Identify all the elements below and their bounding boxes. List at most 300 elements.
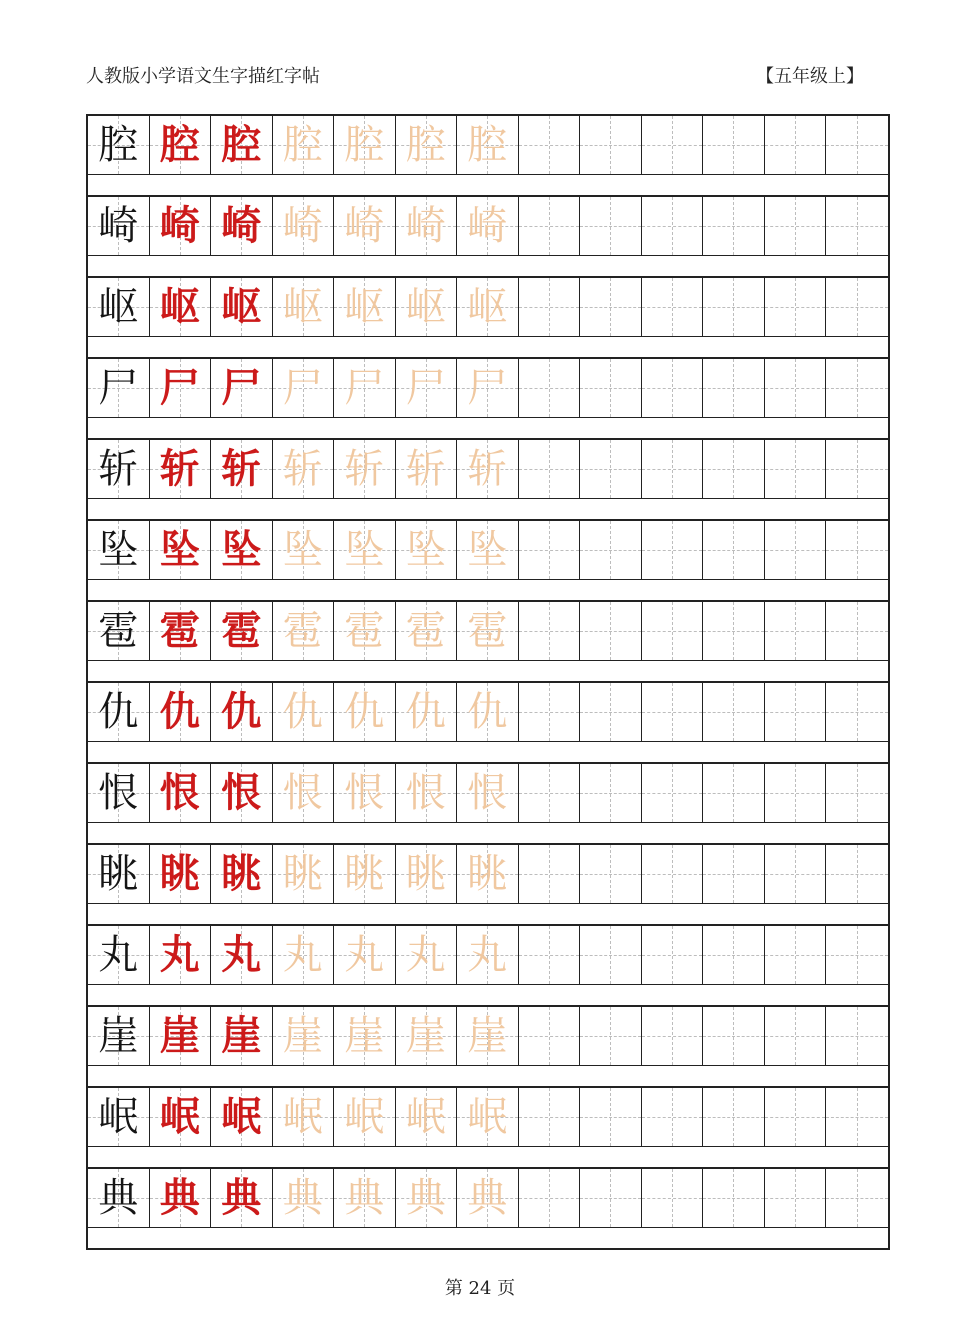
trace-character: 眺 <box>467 851 508 897</box>
writing-cell[interactable] <box>580 602 642 660</box>
writing-cell[interactable] <box>765 197 827 255</box>
trace-character: 崖 <box>282 1013 323 1059</box>
red-character: 尸 <box>221 364 262 411</box>
row-spacer <box>88 742 888 762</box>
red-character-cell <box>150 116 212 174</box>
red-character-cell <box>211 602 273 660</box>
trace-character-cell <box>334 1007 396 1065</box>
trace-character-cell <box>396 440 458 498</box>
red-character-cell <box>211 845 273 903</box>
writing-cell[interactable] <box>703 1007 765 1065</box>
writing-cell[interactable] <box>826 1007 888 1065</box>
trace-character-cell <box>396 1088 458 1146</box>
writing-cell[interactable] <box>580 845 642 903</box>
trace-character: 崎 <box>344 203 385 249</box>
model-character-cell <box>88 359 150 417</box>
red-character-cell <box>211 197 273 255</box>
trace-character-cell <box>334 278 396 336</box>
red-character: 坠 <box>221 526 262 573</box>
model-character-cell <box>88 845 150 903</box>
model-character: 崎 <box>98 203 139 249</box>
trace-character-cell <box>334 1169 396 1227</box>
red-character-cell <box>211 1007 273 1065</box>
trace-character-cell <box>273 845 335 903</box>
red-character: 眺 <box>221 850 262 897</box>
model-character-cell <box>88 926 150 984</box>
writing-cell[interactable] <box>519 116 581 174</box>
model-character-cell <box>88 1169 150 1227</box>
writing-cell[interactable] <box>703 359 765 417</box>
trace-character: 崖 <box>467 1013 508 1059</box>
trace-character-cell <box>273 683 335 741</box>
trace-character: 仇 <box>405 689 446 735</box>
row-spacer <box>88 661 888 681</box>
trace-character-cell <box>273 1169 335 1227</box>
model-character-cell <box>88 1007 150 1065</box>
trace-character-cell <box>457 359 519 417</box>
trace-character-cell <box>334 1088 396 1146</box>
trace-character-cell <box>457 116 519 174</box>
writing-cell[interactable] <box>642 521 704 579</box>
writing-cell[interactable] <box>580 521 642 579</box>
trace-character-cell <box>273 521 335 579</box>
trace-character-cell <box>273 278 335 336</box>
writing-cell[interactable] <box>580 440 642 498</box>
model-character-cell <box>88 764 150 822</box>
writing-cell[interactable] <box>826 197 888 255</box>
row-spacer <box>88 1228 888 1248</box>
trace-character-cell <box>334 521 396 579</box>
red-character-cell <box>150 1169 212 1227</box>
trace-character-cell <box>334 926 396 984</box>
red-character: 丸 <box>221 931 262 978</box>
red-character-cell <box>150 926 212 984</box>
red-character: 岖 <box>159 283 200 330</box>
red-character: 坠 <box>159 526 200 573</box>
trace-character-cell <box>273 359 335 417</box>
trace-character: 典 <box>282 1175 323 1221</box>
red-character-cell <box>211 278 273 336</box>
trace-character: 典 <box>405 1175 446 1221</box>
trace-character: 眺 <box>405 851 446 897</box>
writing-cell[interactable] <box>580 683 642 741</box>
trace-character: 岖 <box>344 284 385 330</box>
grade-label: 【五年级上】 <box>756 66 864 87</box>
writing-cell[interactable] <box>642 1169 704 1227</box>
trace-character-cell <box>273 926 335 984</box>
row-spacer <box>88 175 888 195</box>
red-character: 仇 <box>221 688 262 735</box>
writing-cell[interactable] <box>703 764 765 822</box>
trace-character: 斩 <box>344 446 385 492</box>
practice-grid <box>86 114 890 1250</box>
writing-cell[interactable] <box>826 845 888 903</box>
trace-character: 恨 <box>405 770 446 816</box>
writing-cell[interactable] <box>765 278 827 336</box>
writing-cell[interactable] <box>765 602 827 660</box>
writing-cell[interactable] <box>642 1007 704 1065</box>
practice-row <box>88 681 888 742</box>
trace-character: 丸 <box>467 932 508 978</box>
trace-character: 恨 <box>344 770 385 816</box>
writing-cell[interactable] <box>642 764 704 822</box>
row-spacer <box>88 337 888 357</box>
writing-cell[interactable] <box>765 521 827 579</box>
trace-character-cell <box>457 278 519 336</box>
red-character: 典 <box>159 1174 200 1221</box>
trace-character: 丸 <box>405 932 446 978</box>
writing-cell[interactable] <box>642 359 704 417</box>
red-character: 崖 <box>159 1012 200 1059</box>
trace-character-cell <box>396 1169 458 1227</box>
red-character-cell <box>150 440 212 498</box>
trace-character: 坠 <box>282 527 323 573</box>
writing-cell[interactable] <box>580 359 642 417</box>
row-spacer <box>88 985 888 1005</box>
red-character: 崎 <box>159 202 200 249</box>
writing-cell[interactable] <box>703 1088 765 1146</box>
writing-cell[interactable] <box>642 602 704 660</box>
red-character: 仇 <box>159 688 200 735</box>
red-character: 雹 <box>159 607 200 654</box>
trace-character: 典 <box>344 1175 385 1221</box>
trace-character: 雹 <box>344 608 385 654</box>
model-character: 腔 <box>98 122 139 168</box>
red-character: 岖 <box>221 283 262 330</box>
red-character: 斩 <box>159 445 200 492</box>
trace-character-cell <box>273 1088 335 1146</box>
practice-row <box>88 762 888 823</box>
writing-cell[interactable] <box>519 359 581 417</box>
trace-character-cell <box>396 278 458 336</box>
trace-character-cell <box>457 1169 519 1227</box>
trace-character-cell <box>396 359 458 417</box>
writing-cell[interactable] <box>703 845 765 903</box>
red-character-cell <box>150 683 212 741</box>
trace-character: 腔 <box>405 122 446 168</box>
row-spacer <box>88 418 888 438</box>
red-character: 崎 <box>221 202 262 249</box>
red-character-cell <box>150 1007 212 1065</box>
red-character-cell <box>150 764 212 822</box>
writing-cell[interactable] <box>519 197 581 255</box>
trace-character: 丸 <box>344 932 385 978</box>
practice-row <box>88 924 888 985</box>
model-character: 丸 <box>98 932 139 978</box>
model-character: 斩 <box>98 446 139 492</box>
writing-cell[interactable] <box>519 845 581 903</box>
writing-cell[interactable] <box>519 1088 581 1146</box>
writing-cell[interactable] <box>519 602 581 660</box>
trace-character: 岷 <box>344 1094 385 1140</box>
red-character-cell <box>211 521 273 579</box>
writing-cell[interactable] <box>519 764 581 822</box>
trace-character-cell <box>273 116 335 174</box>
trace-character: 恨 <box>467 770 508 816</box>
trace-character-cell <box>396 521 458 579</box>
writing-cell[interactable] <box>765 926 827 984</box>
red-character-cell <box>211 1088 273 1146</box>
writing-cell[interactable] <box>642 1088 704 1146</box>
trace-character: 尸 <box>344 365 385 411</box>
practice-row <box>88 357 888 418</box>
trace-character: 丸 <box>282 932 323 978</box>
trace-character: 眺 <box>282 851 323 897</box>
red-character-cell <box>150 197 212 255</box>
red-character-cell <box>150 602 212 660</box>
row-spacer <box>88 256 888 276</box>
trace-character-cell <box>396 1007 458 1065</box>
red-character-cell <box>150 278 212 336</box>
red-character-cell <box>150 1088 212 1146</box>
trace-character-cell <box>457 440 519 498</box>
model-character: 岖 <box>98 284 139 330</box>
writing-cell[interactable] <box>703 1169 765 1227</box>
writing-cell[interactable] <box>519 1169 581 1227</box>
writing-cell[interactable] <box>703 521 765 579</box>
writing-cell[interactable] <box>703 683 765 741</box>
trace-character-cell <box>457 926 519 984</box>
trace-character-cell <box>273 197 335 255</box>
writing-cell[interactable] <box>580 197 642 255</box>
trace-character: 雹 <box>467 608 508 654</box>
writing-cell[interactable] <box>826 683 888 741</box>
writing-cell[interactable] <box>826 926 888 984</box>
trace-character-cell <box>396 197 458 255</box>
writing-cell[interactable] <box>580 926 642 984</box>
red-character: 雹 <box>221 607 262 654</box>
model-character-cell <box>88 116 150 174</box>
trace-character: 坠 <box>405 527 446 573</box>
trace-character: 岷 <box>405 1094 446 1140</box>
trace-character: 崎 <box>467 203 508 249</box>
red-character: 眺 <box>159 850 200 897</box>
writing-cell[interactable] <box>826 1169 888 1227</box>
trace-character-cell <box>457 602 519 660</box>
writing-cell[interactable] <box>519 683 581 741</box>
writing-cell[interactable] <box>580 1007 642 1065</box>
writing-cell[interactable] <box>519 440 581 498</box>
row-spacer <box>88 1066 888 1086</box>
red-character-cell <box>211 764 273 822</box>
trace-character-cell <box>457 683 519 741</box>
trace-character: 崎 <box>282 203 323 249</box>
trace-character-cell <box>334 440 396 498</box>
trace-character-cell <box>457 845 519 903</box>
model-character-cell <box>88 1088 150 1146</box>
writing-cell[interactable] <box>765 845 827 903</box>
trace-character: 仇 <box>344 689 385 735</box>
practice-row <box>88 195 888 256</box>
model-character: 恨 <box>98 770 139 816</box>
writing-cell[interactable] <box>826 278 888 336</box>
red-character: 岷 <box>159 1093 200 1140</box>
writing-cell[interactable] <box>826 764 888 822</box>
trace-character-cell <box>457 764 519 822</box>
practice-row <box>88 1005 888 1066</box>
trace-character-cell <box>334 683 396 741</box>
trace-character: 岖 <box>405 284 446 330</box>
row-spacer <box>88 904 888 924</box>
page-number: 第 24 页 <box>444 1278 516 1299</box>
practice-row <box>88 519 888 580</box>
writing-cell[interactable] <box>519 926 581 984</box>
trace-character: 斩 <box>282 446 323 492</box>
red-character: 恨 <box>159 769 200 816</box>
writing-cell[interactable] <box>765 440 827 498</box>
row-spacer <box>88 823 888 843</box>
writing-cell[interactable] <box>519 1007 581 1065</box>
trace-character-cell <box>273 440 335 498</box>
writing-cell[interactable] <box>826 116 888 174</box>
red-character: 丸 <box>159 931 200 978</box>
model-character: 眺 <box>98 851 139 897</box>
trace-character: 崎 <box>405 203 446 249</box>
red-character-cell <box>211 359 273 417</box>
trace-character: 仇 <box>282 689 323 735</box>
red-character: 恨 <box>221 769 262 816</box>
trace-character: 尸 <box>405 365 446 411</box>
practice-row <box>88 276 888 337</box>
red-character: 腔 <box>159 121 200 168</box>
red-character-cell <box>150 845 212 903</box>
writing-cell[interactable] <box>765 1007 827 1065</box>
trace-character-cell <box>396 764 458 822</box>
writing-cell[interactable] <box>642 116 704 174</box>
writing-cell[interactable] <box>642 197 704 255</box>
trace-character: 崖 <box>405 1013 446 1059</box>
trace-character: 雹 <box>405 608 446 654</box>
writing-cell[interactable] <box>765 1088 827 1146</box>
red-character: 典 <box>221 1174 262 1221</box>
trace-character-cell <box>334 116 396 174</box>
writing-cell[interactable] <box>765 683 827 741</box>
practice-row <box>88 438 888 499</box>
writing-cell[interactable] <box>826 602 888 660</box>
writing-cell[interactable] <box>826 521 888 579</box>
writing-cell[interactable] <box>703 197 765 255</box>
red-character-cell <box>150 359 212 417</box>
model-character-cell <box>88 521 150 579</box>
writing-cell[interactable] <box>642 926 704 984</box>
writing-cell[interactable] <box>519 278 581 336</box>
writing-cell[interactable] <box>580 1169 642 1227</box>
writing-cell[interactable] <box>519 521 581 579</box>
red-character-cell <box>150 521 212 579</box>
writing-cell[interactable] <box>826 440 888 498</box>
trace-character: 尸 <box>282 365 323 411</box>
writing-cell[interactable] <box>826 359 888 417</box>
trace-character-cell <box>457 197 519 255</box>
trace-character: 腔 <box>282 122 323 168</box>
model-character: 岷 <box>98 1094 139 1140</box>
row-spacer <box>88 499 888 519</box>
writing-cell[interactable] <box>642 845 704 903</box>
model-character-cell <box>88 683 150 741</box>
trace-character-cell <box>396 926 458 984</box>
writing-cell[interactable] <box>580 278 642 336</box>
trace-character-cell <box>457 521 519 579</box>
trace-character: 坠 <box>344 527 385 573</box>
trace-character-cell <box>396 683 458 741</box>
model-character: 尸 <box>98 365 139 411</box>
writing-cell[interactable] <box>580 116 642 174</box>
model-character: 崖 <box>98 1013 139 1059</box>
red-character-cell <box>211 926 273 984</box>
red-character-cell <box>211 683 273 741</box>
trace-character: 腔 <box>344 122 385 168</box>
practice-row <box>88 843 888 904</box>
red-character: 腔 <box>221 121 262 168</box>
trace-character: 恨 <box>282 770 323 816</box>
trace-character: 崖 <box>344 1013 385 1059</box>
red-character: 尸 <box>159 364 200 411</box>
trace-character-cell <box>334 602 396 660</box>
row-spacer <box>88 580 888 600</box>
model-character-cell <box>88 440 150 498</box>
model-character-cell <box>88 197 150 255</box>
red-character: 岷 <box>221 1093 262 1140</box>
writing-cell[interactable] <box>703 602 765 660</box>
trace-character-cell <box>334 359 396 417</box>
trace-character: 眺 <box>344 851 385 897</box>
writing-cell[interactable] <box>765 359 827 417</box>
trace-character: 斩 <box>405 446 446 492</box>
trace-character-cell <box>457 1007 519 1065</box>
writing-cell[interactable] <box>703 278 765 336</box>
writing-cell[interactable] <box>642 440 704 498</box>
writing-cell[interactable] <box>580 764 642 822</box>
trace-character-cell <box>273 764 335 822</box>
practice-row <box>88 1167 888 1228</box>
trace-character-cell <box>457 1088 519 1146</box>
red-character-cell <box>211 116 273 174</box>
writing-cell[interactable] <box>703 926 765 984</box>
writing-cell[interactable] <box>765 116 827 174</box>
writing-cell[interactable] <box>826 1088 888 1146</box>
trace-character-cell <box>396 845 458 903</box>
trace-character: 岷 <box>467 1094 508 1140</box>
document-title: 人教版小学语文生字描红字帖 <box>86 66 320 87</box>
writing-cell[interactable] <box>703 116 765 174</box>
trace-character-cell <box>273 1007 335 1065</box>
model-character: 仇 <box>98 689 139 735</box>
practice-row <box>88 1086 888 1147</box>
red-character-cell <box>211 1169 273 1227</box>
trace-character: 岷 <box>282 1094 323 1140</box>
model-character: 坠 <box>98 527 139 573</box>
trace-character: 尸 <box>467 365 508 411</box>
trace-character-cell <box>334 197 396 255</box>
writing-cell[interactable] <box>642 683 704 741</box>
trace-character: 典 <box>467 1175 508 1221</box>
writing-cell[interactable] <box>703 440 765 498</box>
writing-cell[interactable] <box>580 1088 642 1146</box>
writing-cell[interactable] <box>765 764 827 822</box>
trace-character: 斩 <box>467 446 508 492</box>
row-spacer <box>88 1147 888 1167</box>
writing-cell[interactable] <box>765 1169 827 1227</box>
trace-character-cell <box>396 116 458 174</box>
writing-cell[interactable] <box>642 278 704 336</box>
trace-character-cell <box>334 845 396 903</box>
red-character-cell <box>211 440 273 498</box>
model-character: 典 <box>98 1175 139 1221</box>
trace-character: 腔 <box>467 122 508 168</box>
trace-character: 岖 <box>467 284 508 330</box>
model-character: 雹 <box>98 608 139 654</box>
red-character: 斩 <box>221 445 262 492</box>
